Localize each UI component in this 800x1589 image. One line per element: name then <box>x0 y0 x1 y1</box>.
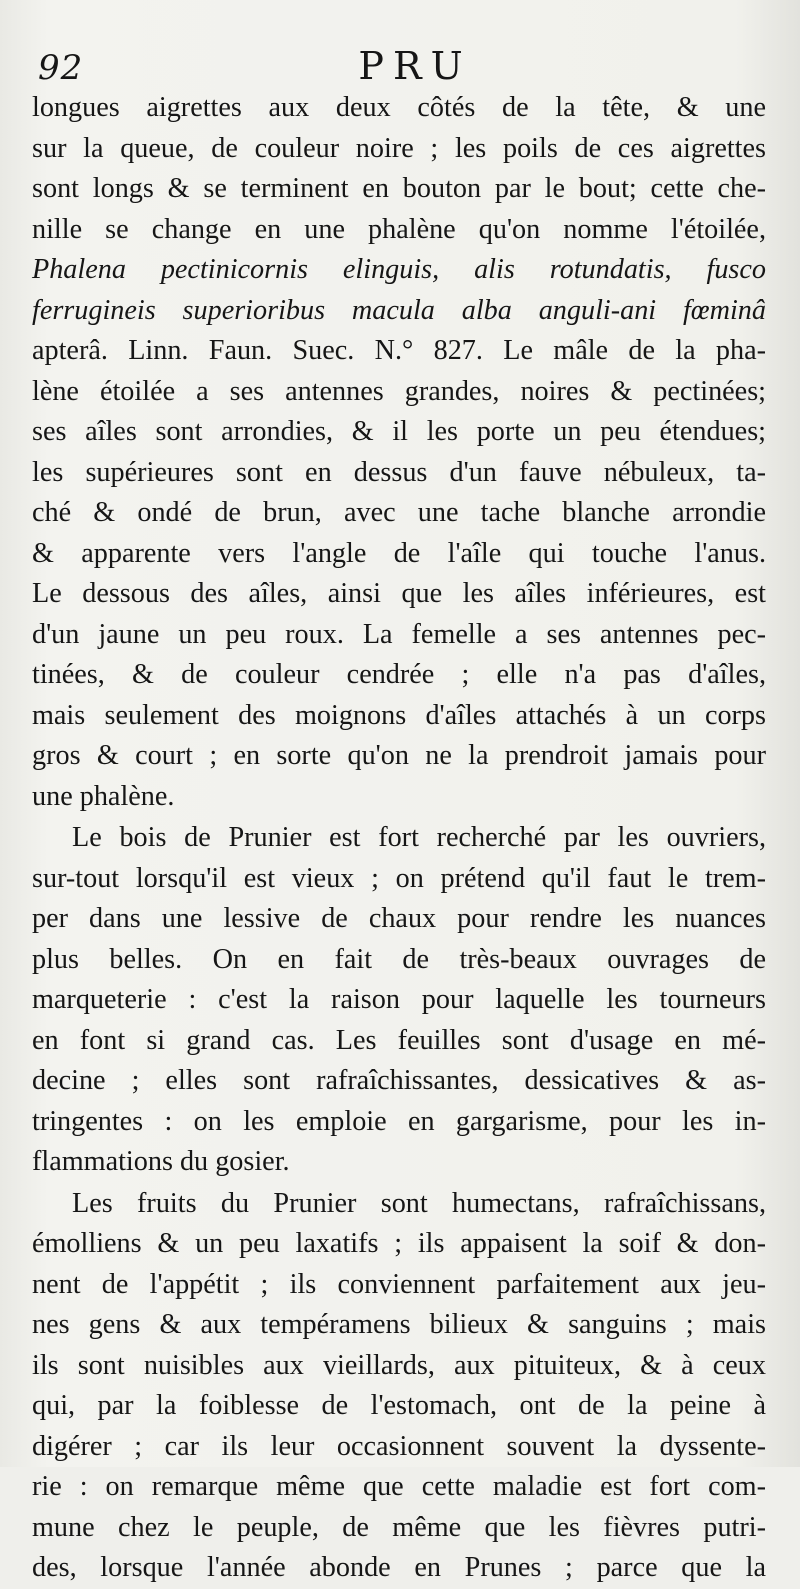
text-line: ché & ondé de brun, avec une tache blanche arrondie <box>32 497 766 528</box>
text-line: mune chez le peuple, de même que les fièvres putri- <box>32 1511 766 1543</box>
text-line: ferrugineis superioribus macula alba anguli-ani fœminâ <box>32 294 766 326</box>
text-line: Le bois de Prunier est fort recherché par les ouvriers, <box>72 822 766 853</box>
text-line: per dans une lessive de chaux pour rendre les nuances <box>32 903 766 934</box>
page-header <box>32 44 768 90</box>
paragraph-2 <box>32 818 766 1183</box>
running-head: PRU <box>358 44 472 88</box>
text-line: tringentes : on les emploie en gargarisme, pour les in- <box>32 1105 766 1137</box>
paragraph-3 <box>32 1184 766 1589</box>
text-line: sur la queue, de couleur noire ; les poils de ces aigrettes <box>32 132 766 164</box>
text-line: des, lorsque l'année abonde en Prunes ; parce que la <box>32 1552 766 1583</box>
text-line: plus belles. On en fait de très-beaux ouvrages de <box>32 943 766 975</box>
text-line: mais seulement des moignons d'aîles attachés à un corps <box>32 699 766 731</box>
text-line: Phalena pectinicornis elinguis, alis rotundatis, fusco <box>32 254 766 285</box>
text-line: une phalène. <box>32 780 175 812</box>
page-number: 92 <box>38 48 84 88</box>
text-line: decine ; elles sont rafraîchissantes, dessicatives & as- <box>32 1065 766 1096</box>
text-line: ses aîles sont arrondies, & il les porte un peu étendues; <box>32 416 766 447</box>
text-line: flammations du gosier. <box>32 1146 290 1177</box>
text-line: Le dessous des aîles, ainsi que les aîles inférieures, est <box>32 578 766 609</box>
text-line: qui, par la foiblesse de l'estomach, ont de la peine à <box>32 1390 766 1421</box>
text-line: longues aigrettes aux deux côtés de la tête, & une <box>32 92 766 123</box>
text-line: sont longs & se terminent en bouton par le bout; cette che- <box>32 173 766 204</box>
text-line: émolliens & un peu laxatifs ; ils appaisent la soif & don- <box>32 1228 766 1259</box>
text-line: nes gens & aux tempéramens bilieux & sanguins ; mais <box>32 1309 766 1340</box>
text-line: sur-tout lorsqu'il est vieux ; on prétend qu'il faut le trem- <box>32 862 766 894</box>
paragraph-1 <box>32 88 766 817</box>
text-line: & apparente vers l'angle de l'aîle qui touche l'anus. <box>32 537 766 569</box>
text-line: apterâ. Linn. Faun. Suec. N.° 827. Le mâle de la pha- <box>32 335 766 366</box>
text-line: tinées, & de couleur cendrée ; elle n'a pas d'aîles, <box>32 659 766 690</box>
text-line: gros & court ; en sorte qu'on ne la prendroit jamais pour <box>32 740 766 771</box>
text-line: ils sont nuisibles aux vieillards, aux pituiteux, & à ceux <box>32 1349 766 1381</box>
text-line: marqueterie : c'est la raison pour laquelle les tourneurs <box>32 984 766 1015</box>
text-line: d'un jaune un peu roux. La femelle a ses antennes pec- <box>32 618 766 650</box>
body-text <box>32 88 766 1589</box>
text-line: nent de l'appétit ; ils conviennent parfaitement aux jeu- <box>32 1268 766 1300</box>
text-line: lène étoilée a ses antennes grandes, noires & pectinées; <box>32 375 766 407</box>
text-line: en font si grand cas. Les feuilles sont d'usage en mé- <box>32 1024 766 1056</box>
text-line: nille se change en une phalène qu'on nomme l'étoilée, <box>32 213 766 245</box>
text-line: digérer ; car ils leur occasionnent souvent la dyssente- <box>32 1430 766 1462</box>
text-line: rie : on remarque même que cette maladie est fort com- <box>32 1471 766 1502</box>
text-line: Les fruits du Prunier sont humectans, rafraîchissans, <box>72 1187 766 1219</box>
text-line: les supérieures sont en dessus d'un fauve nébuleux, ta- <box>32 456 766 488</box>
